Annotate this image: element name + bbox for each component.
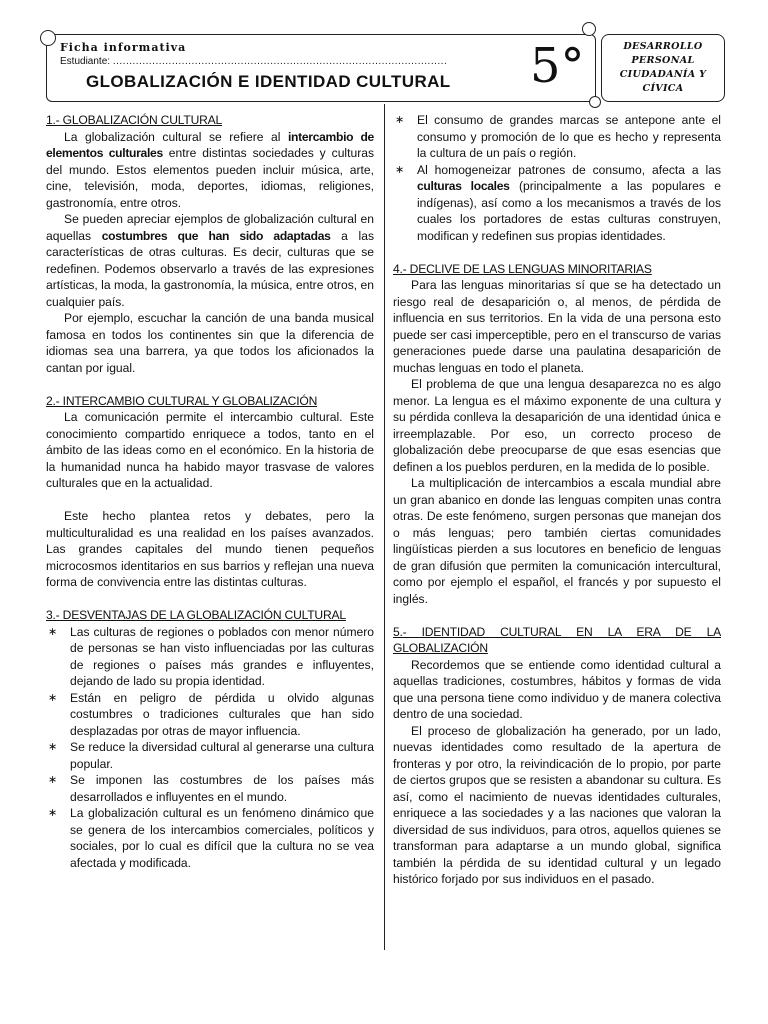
section-title: 5.- IDENTIDAD CULTURAL EN LA ERA DE LA GLOBALIZACIÓN xyxy=(393,624,721,655)
list-item-text: Las culturas de regiones o poblados con menor número de personas se han visto influenciadas por las culturas de regiones o países más grandes e influyentes, dejando de lado su propia identidad. xyxy=(70,624,374,688)
spacer xyxy=(393,244,721,261)
list-item xyxy=(46,772,374,805)
list-item-text: El consumo de grandes marcas se antepone ante el consumo y promoción de lo que es hecho y representa la cultura de un país o región. xyxy=(417,113,721,160)
list-item-text: Se reduce la diversidad cultural al generarse una cultura popular. xyxy=(70,740,374,771)
section-1 xyxy=(46,112,374,376)
section-title: 3.- DESVENTAJAS DE LA GLOBALIZACIÓN CULTURAL xyxy=(46,608,346,622)
asterisk-bullet-icon: ∗ xyxy=(48,741,58,753)
section-5 xyxy=(393,624,721,888)
highlighted-text: intercambio de elementos culturales xyxy=(46,129,374,160)
spacer xyxy=(46,492,374,509)
asterisk-bullet-icon: ∗ xyxy=(48,691,58,704)
list-item-text: Se imponen las costumbres de los países más desarrollados e influyentes en el mundo. xyxy=(70,773,374,804)
paragraph: Por ejemplo, escuchar la canción de una banda musical famosa en todos los continentes sin que la diferencia de idiomas sea una barrera, ya que todos los aficionados la cantan por igual. xyxy=(46,311,374,375)
asterisk-bullet-icon: ∗ xyxy=(395,163,405,176)
paragraph: La comunicación permite el intercambio cultural. Este conocimiento compartido enriquece a todos, tanto en el ámbito de las ideas como en el económico. En la historia de la humanidad nunca ha habido mayor trasvase de valores culturales que en la actualidad. xyxy=(46,410,374,490)
document-type-label: Ficha informativa xyxy=(60,41,187,54)
section-title: 2.- INTERCAMBIO CULTURAL Y GLOBALIZACIÓN xyxy=(46,393,318,408)
list-item xyxy=(46,690,374,740)
subject-line: CÍVICA xyxy=(642,83,684,94)
list-item xyxy=(46,624,374,690)
asterisk-bullet-icon: ∗ xyxy=(48,625,58,638)
highlighted-text: culturas locales xyxy=(417,179,510,193)
paragraph xyxy=(46,211,374,310)
column-divider xyxy=(384,104,385,950)
asterisk-bullet-icon: ∗ xyxy=(48,774,58,786)
paragraph: El proceso de globalización ha generado, por un lado, nuevas identidades como resultado de la apertura de fronteras y por otro, la reivindicación de lo propio, por parte de ciertos grupos que se resisten a abandonar su cultura. Es así, como el nacimiento de nuevas identidades culturales, enriquece a las sociedades y a las naciones que valoran la diversidad de sus individuos, para otros, aquellos quienes se transforman para adaptarse a un mundo global, significa también la pérdida de su identidad cultural y un legado histórico forjado por sus individuos en el pasado. xyxy=(393,723,721,886)
scroll-curl-decoration xyxy=(40,30,56,46)
disadvantages-list-continued xyxy=(393,112,721,244)
scroll-curl-decoration xyxy=(582,22,596,36)
section-4 xyxy=(393,261,721,608)
section-title: 4.- DECLIVE DE LAS LENGUAS MINORITARIAS xyxy=(393,261,652,276)
section-title: 1.- GLOBALIZACIÓN CULTURAL xyxy=(46,113,223,127)
asterisk-bullet-icon: ∗ xyxy=(395,114,405,126)
scroll-curl-decoration xyxy=(589,96,601,108)
text: Al homogeneizar patrones de consumo, afecta a las xyxy=(417,162,721,177)
subject-line: PERSONAL xyxy=(631,55,695,66)
list-item-text: La globalización cultural es un fenómeno dinámico que se genera de los intercambios comerciales, políticos y sociales, por lo cual es difícil que la cultura no se vea afectada y modificada. xyxy=(70,806,374,870)
paragraph: Recordemos que se entiende como identidad cultural a aquellas tradiciones, costumbres, hábitos y formas de vida que una persona tiene como individuo y de manera colectiva dentro de una sociedad. xyxy=(393,657,721,721)
subject-box xyxy=(601,34,725,102)
student-name-line[interactable] xyxy=(60,56,447,67)
paragraph: El problema de que una lengua desaparezca no es algo menor. La lengua es el máximo exponente de una cultura y su pérdida conlleva la desaparición de una identidad única e irreemplazable. Por eso, un correcto proceso de globalización debe preocuparse de que esas esencias que definen a los pueblos perduren, en la medida de lo posible. xyxy=(393,377,721,474)
paragraph: La multiplicación de intercambios a escala mundial abre un gran abanico en donde las lenguas compiten unas contra otras. De este fenómeno, surgen personas que manejan dos o más lenguas; pero también ciertas comunidades lingüísticas pierden a sus locutores en beneficio de lenguas de gran difusión que permiten la comunicación intercultural, como por ejemplo el español, el francés y por supuesto el inglés. xyxy=(393,476,721,606)
section-3 xyxy=(46,607,374,871)
text: entre distintas sociedades y culturas del mundo. Estos elementos pueden incluir música, arte, cine, televisión, moda, deportes, idiomas, religiones, gastronomía, entre otros. xyxy=(46,146,374,210)
list-item xyxy=(46,805,374,871)
highlighted-text: costumbres que han sido adaptadas xyxy=(101,228,331,243)
right-column xyxy=(393,112,721,888)
text: Se pueden apreciar ejemplos de globalización cultural en aquellas xyxy=(46,212,374,243)
spacer xyxy=(46,376,374,393)
paragraph xyxy=(46,129,374,212)
disadvantages-list xyxy=(46,624,374,872)
paragraph: Este hecho plantea retos y debates, pero la multiculturalidad es una realidad en los países avanzados. Las grandes capitales del mundo tienen pequeños microcosmos identitarios en sus barrios y reflejan una nueva forma de convivencia entre las distintas culturas. xyxy=(46,509,374,589)
paragraph: Para las lenguas minoritarias sí que se ha detectado un riesgo real de desaparición o, al menos, de pérdida de influencia en sus territorios. En la vida de una persona esto puede ser casi imperceptible, pero en el transcurso de varias generaciones puede darse una paulatina desaparición de muchas lenguas en todo el planeta. xyxy=(393,278,721,375)
text: a las características de otras culturas. Es decir, culturas que se redefinen. Podemos observarlo a través de las expresiones artísticas, la moda, la gastronomía, la música, entre otros, en cualquier país. xyxy=(46,228,374,309)
page-title: GLOBALIZACIÓN E IDENTIDAD CULTURAL xyxy=(86,72,451,91)
asterisk-bullet-icon: ∗ xyxy=(48,807,58,819)
subject-line: DESARROLLO xyxy=(623,41,703,52)
list-item xyxy=(46,739,374,772)
list-item xyxy=(393,112,721,162)
left-column xyxy=(46,112,374,871)
list-item xyxy=(393,162,721,245)
list-item-text: Están en peligro de pérdida u olvido algunas costumbres o tradiciones culturales que han sido desplazadas por otras de mayor influencia. xyxy=(70,690,374,738)
page-header xyxy=(0,0,768,110)
grade-label: 5° xyxy=(530,38,585,94)
subject-line: CIUDADANÍA Y xyxy=(619,69,707,80)
spacer xyxy=(393,607,721,624)
section-2 xyxy=(46,393,374,591)
text: La globalización cultural se refiere al xyxy=(64,129,288,144)
text: (principalmente a las populares e indígenas), así como a los mecanismos a través de los cuales los portadores de estas culturas construyen, modifican y redefinen sus propias identidades. xyxy=(417,179,721,243)
student-label: Estudiante: xyxy=(60,56,111,67)
student-name-blank: ...................................................................................................... xyxy=(112,56,448,67)
spacer xyxy=(46,591,374,608)
